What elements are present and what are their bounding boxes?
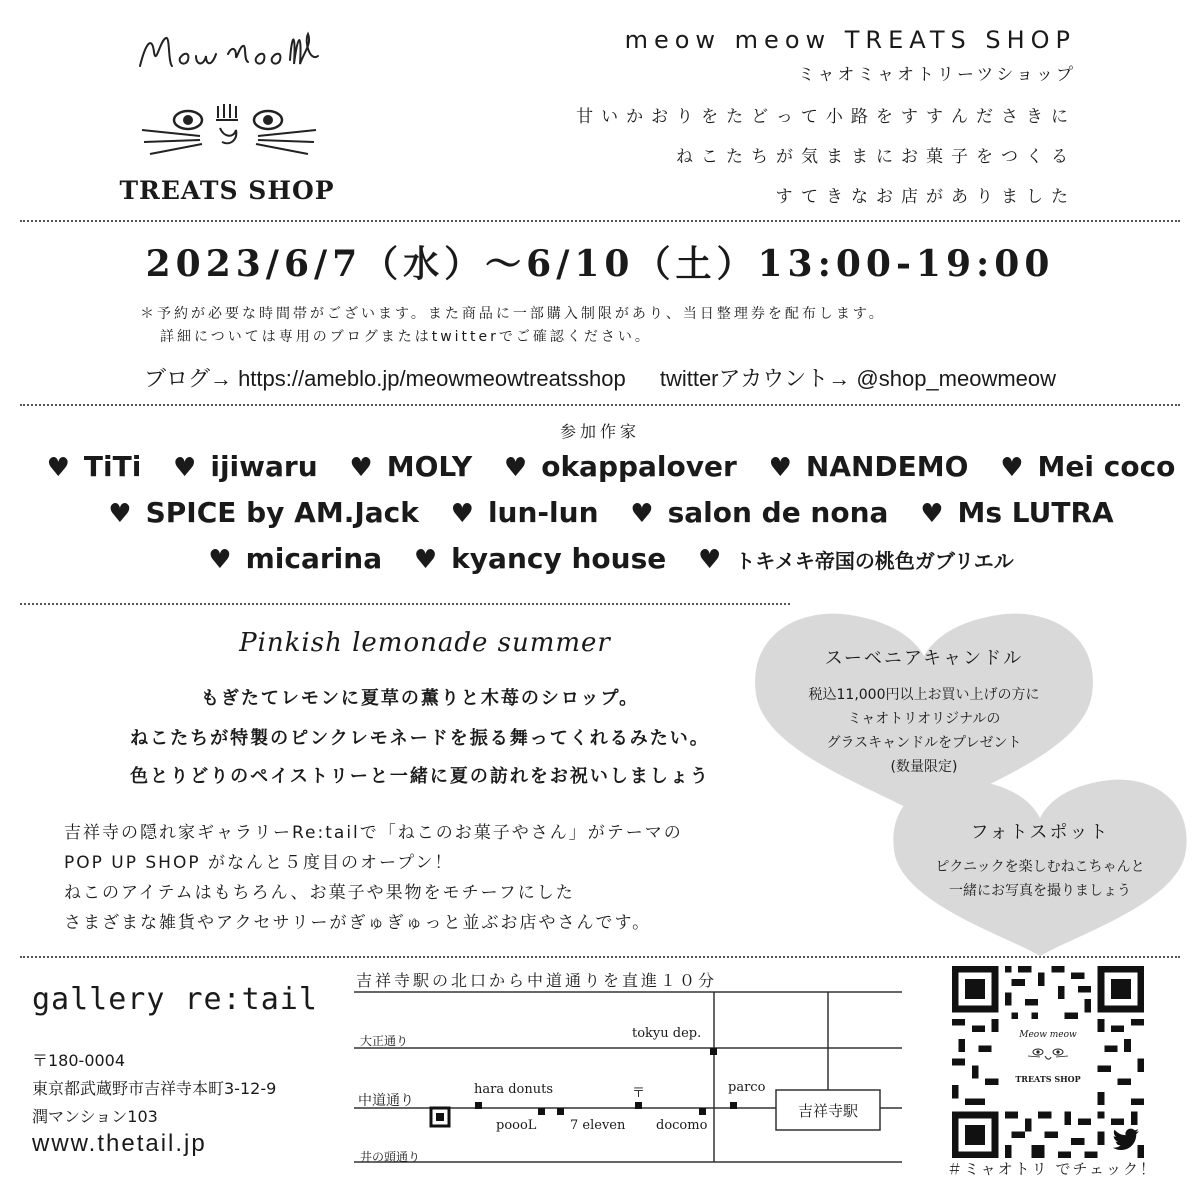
artist-name: TiTi xyxy=(83,450,142,483)
photo-line: 一緒にお写真を撮りましょう xyxy=(949,883,1131,899)
photo-line: ピクニックを楽しむねこちゃんと xyxy=(935,859,1145,875)
theme-title: Pinkish lemonade summer xyxy=(239,628,611,658)
map-landmark: parco xyxy=(728,1080,766,1095)
links-row xyxy=(0,362,1200,393)
artist-name: MOLY xyxy=(386,450,473,483)
artist-name: トキメキ帝国の桃色ガブリエル xyxy=(735,549,1014,573)
theme-line: ねこたちが特製のピンクレモネードを振る舞ってくれるみたい。 xyxy=(130,728,710,749)
artist-name: kyancy house xyxy=(451,542,667,575)
description-line: 吉祥寺の隠れ家ギャラリーRe:tailで「ねこのお菓子やさん」がテーマの xyxy=(64,823,683,843)
map-caption: 吉祥寺駅の北口から中道通りを直進１０分 xyxy=(356,971,718,990)
candle-line: 税込11,000円以上お買い上げの方に xyxy=(808,687,1040,703)
map-landmark: tokyu dep. xyxy=(632,1026,702,1041)
candle-line: グラスキャンドルをプレゼント xyxy=(826,735,1022,751)
heart-icon: ♥ xyxy=(173,453,197,483)
intro-line: ねこたちが気ままにお菓子をつくる xyxy=(676,147,1076,167)
website-link[interactable]: www.thetail.jp xyxy=(32,1130,207,1157)
artist-name: NANDEMO xyxy=(805,450,969,483)
heart-icon: ♥ xyxy=(920,499,944,529)
divider xyxy=(20,404,1180,406)
heart-icon: ♥ xyxy=(768,453,792,483)
heart-icon: ♥ xyxy=(450,499,474,529)
candle-line: ミャオトリオリジナルの xyxy=(847,711,1001,727)
artists-heading: 参加作家 xyxy=(559,422,640,441)
logo-text: TREATS SHOP xyxy=(119,176,335,205)
artist-name: ijiwaru xyxy=(210,450,318,483)
heart-icon: ♥ xyxy=(1000,453,1024,483)
divider xyxy=(20,956,1180,958)
heart-icon: ♥ xyxy=(697,545,722,575)
address-line: 〒180-0004 xyxy=(32,1051,126,1070)
map-landmark: docomo xyxy=(656,1118,708,1133)
description-line: ねこのアイテムはもちろん、お菓子や果物をモチーフにした xyxy=(64,883,575,903)
shop-title: meow meow TREATS SHOP xyxy=(624,26,1076,54)
artist-row-1 xyxy=(0,450,1200,483)
photo-title: フォトスポット xyxy=(970,822,1110,843)
artist-name: Ms LUTRA xyxy=(957,496,1114,529)
cat-face-logo-icon xyxy=(140,98,320,168)
event-date: 2023/6/7（水）〜6/10（土）13:00-19:00 xyxy=(145,243,1055,285)
address-line: 東京都武蔵野市吉祥寺本町3-12-9 xyxy=(32,1079,277,1098)
intro-line: 甘いかおりをたどって小路をすすんださきに xyxy=(576,107,1076,127)
twitter-link[interactable]: twitterアカウント→ @shop_meowmeow xyxy=(659,366,1057,391)
twitter-bird-icon xyxy=(1112,1128,1140,1152)
access-map xyxy=(340,986,920,1170)
divider xyxy=(20,220,1180,222)
qr-logo-text: TREATS SHOP xyxy=(1015,1074,1081,1084)
map-road-label: 井の頭通り xyxy=(360,1150,421,1164)
qr-cat-face-icon xyxy=(1028,1046,1068,1062)
divider xyxy=(20,603,790,605)
intro-line: すてきなお店がありました xyxy=(775,187,1076,207)
theme-line: もぎたてレモンに夏草の薫りと木苺のシロップ。 xyxy=(200,688,640,709)
heart-icon: ♥ xyxy=(46,453,70,483)
blog-link[interactable]: ブログ→ https://ameblo.jp/meowmeowtreatsshop xyxy=(143,366,626,391)
artist-name: lun-lun xyxy=(487,496,599,529)
heart-icon: ♥ xyxy=(630,499,654,529)
heart-icon: ♥ xyxy=(349,453,373,483)
artist-name: SPICE by AM.Jack xyxy=(145,496,419,529)
event-note: ＊予約が必要な時間帯がございます。また商品に一部購入制限があり、当日整理券を配布します。 xyxy=(140,306,886,322)
map-road-label: 中道通り xyxy=(358,1093,414,1109)
artist-name: salon de nona xyxy=(667,496,889,529)
heart-icon: ♥ xyxy=(108,499,132,529)
gallery-name: gallery re:tail xyxy=(32,982,318,1017)
qr-logo-script: Meow meow xyxy=(1019,1030,1077,1040)
artist-row-3 xyxy=(0,542,1200,575)
heart-icon: ♥ xyxy=(208,545,232,575)
heart-icon: ♥ xyxy=(413,545,438,575)
candle-line: (数量限定) xyxy=(890,759,958,775)
map-station: 吉祥寺駅 xyxy=(797,1102,858,1120)
artist-row-2 xyxy=(0,496,1200,529)
artist-name: okappalover xyxy=(541,450,737,483)
artist-name: micarina xyxy=(245,542,383,575)
map-landmark: poooL xyxy=(496,1118,537,1133)
map-landmark: 〒 xyxy=(632,1086,646,1101)
candle-title: スーベニアキャンドル xyxy=(824,648,1024,669)
map-road-label: 大正通り xyxy=(360,1034,409,1048)
shop-title-kana: ミャオミャオトリーツショップ xyxy=(797,65,1076,85)
theme-line: 色とりどりのペイストリーと一緒に夏の訪れをお祝いしましょう xyxy=(130,766,710,787)
description-line: POP UP SHOP がなんと５度目のオープン！ xyxy=(64,853,454,873)
map-landmark: hara donuts xyxy=(474,1082,554,1097)
map-landmark: 7 eleven xyxy=(570,1118,626,1133)
address-line: 潤マンション103 xyxy=(32,1107,158,1126)
event-note: 詳細については専用のブログまたはtwitterでご確認ください。 xyxy=(160,329,652,345)
qr-caption: ＃ミャオトリ でチェック！ xyxy=(946,1160,1158,1178)
artist-name: Mei coco xyxy=(1037,450,1176,483)
description-line: さまざまな雑貨やアクセサリーがぎゅぎゅっと並ぶお店やさんです。 xyxy=(64,913,652,933)
heart-icon: ♥ xyxy=(503,453,528,483)
logo-script xyxy=(132,22,332,82)
